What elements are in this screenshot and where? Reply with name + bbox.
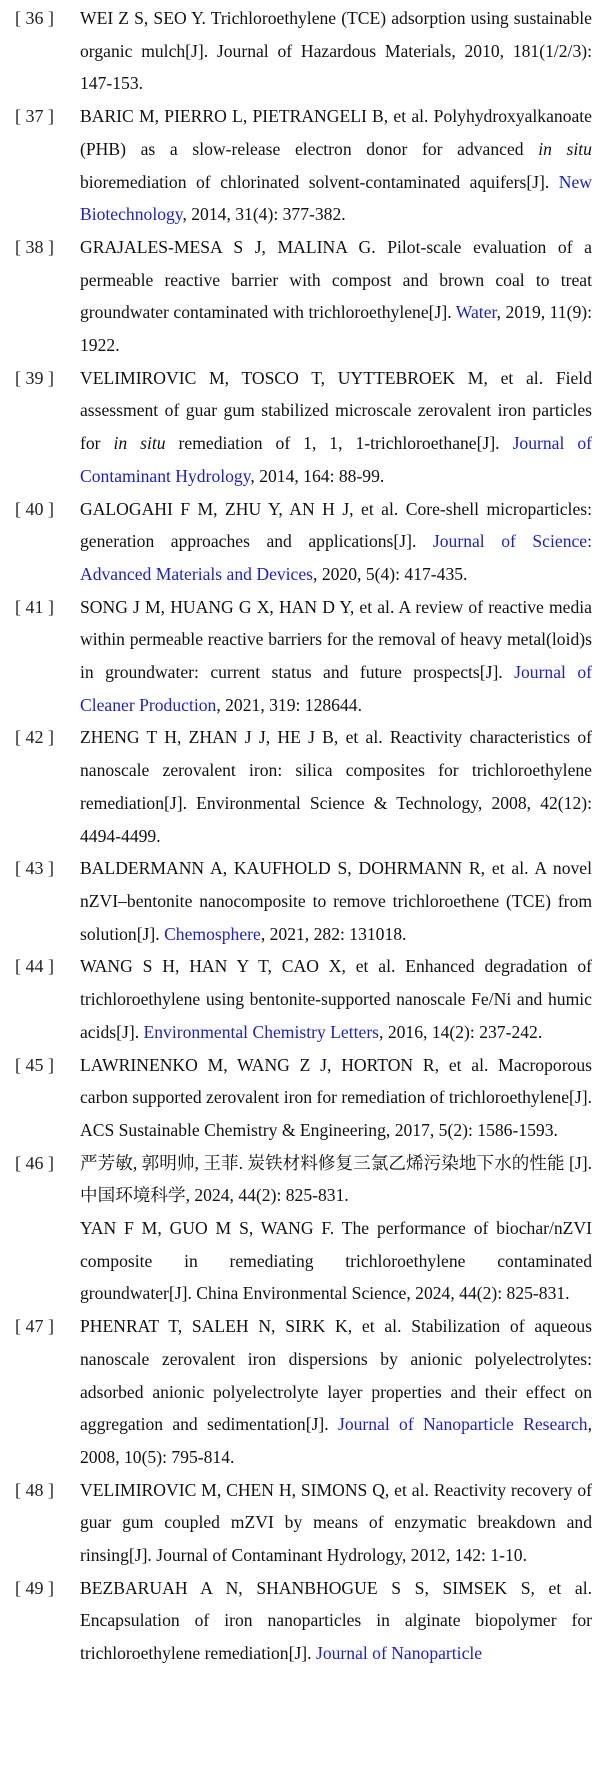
citation-text: VELIMIROVIC M, CHEN H, SIMONS Q, et al. Reactivity recovery of guar gum coupled mZVI by means of enzymatic breakdown and rinsing[J]. Journal of Contaminant Hydrology, 2012, 142: 1-10. <box>80 1479 592 1566</box>
italic-term: in situ <box>113 433 166 454</box>
reference-paragraph <box>80 1474 592 1572</box>
reference-item <box>0 591 606 722</box>
citation-text: remediation of 1, 1, 1-trichloroethane[J]. <box>165 433 513 454</box>
journal-link[interactable]: Journal of Nanoparticle Research <box>337 1414 588 1435</box>
citation-text: SONG J M, HUANG G X, HAN D Y, et al. A review of reactive media within permeable reactive barriers for the removal of heavy metal(loid)s in groundwater: current status and future prospects[J]. <box>80 596 592 683</box>
citation-text: , 2014, 31(4): 377-382. <box>182 204 346 225</box>
reference-list <box>0 2 606 1670</box>
citation-text: 严芳敏, 郭明帅, 王菲. 炭铁材料修复三氯乙烯污染地下水的性能 [J]. 中国环境科学, 2024, 44(2): 825-831. <box>80 1152 592 1206</box>
citation-text: , 2021, 319: 128644. <box>216 694 362 715</box>
reference-text <box>80 2 592 100</box>
citation-text: VELIMIROVIC M, TOSCO T, UYTTEBROEK M, et al. Field assessment of guar gum stabilized microscale zerovalent iron particles for <box>80 367 592 454</box>
citation-text: , 2020, 5(4): 417-435. <box>313 563 468 584</box>
reference-item <box>0 1572 606 1670</box>
italic-term: in situ <box>538 138 592 159</box>
reference-text <box>80 1310 592 1474</box>
reference-number: [ 40 ] <box>15 498 54 519</box>
reference-item <box>0 950 606 1048</box>
reference-text <box>80 591 592 722</box>
citation-text: ZHENG T H, ZHAN J J, HE J B, et al. Reactivity characteristics of nanoscale zerovalent iron: silica composites for trichloroethylene remediation[J]. Environmental Science & Technology, 2008, 42(12): 4494-4499. <box>80 727 592 846</box>
reference-item <box>0 721 606 852</box>
reference-number: [ 45 ] <box>15 1054 54 1075</box>
reference-number: [ 48 ] <box>15 1479 54 1500</box>
citation-text: GRAJALES-MESA S J, MALINA G. Pilot-scale evaluation of a permeable reactive barrier with compost and brown coal to treat groundwater contaminated with trichloroethylene[J]. <box>80 236 592 323</box>
reference-number: [ 37 ] <box>15 106 54 127</box>
reference-paragraph <box>80 1049 592 1147</box>
journal-link[interactable]: Journal of Nanoparticle <box>315 1643 483 1664</box>
reference-item <box>0 493 606 591</box>
journal-link[interactable]: Water <box>455 302 497 323</box>
reference-number: [ 36 ] <box>15 8 54 28</box>
citation-text: , 2019, 11(9): 1922. <box>80 302 592 356</box>
reference-paragraph <box>80 591 592 722</box>
citation-text: BARIC M, PIERRO L, PIETRANGELI B, et al. Polyhydroxyalkanoate (PHB) as a slow-release electron donor for advanced <box>80 106 592 159</box>
reference-paragraph <box>80 100 592 231</box>
citation-text: , 2021, 282: 131018. <box>260 923 407 944</box>
citation-text: BALDERMANN A, KAUFHOLD S, DOHRMANN R, et al. A novel nZVI–bentonite nanocomposite to remove trichloroethene (TCE) from solution[J]. <box>80 858 592 944</box>
journal-link[interactable]: Journal of Contaminant Hydrology <box>80 433 592 486</box>
journal-link[interactable]: Chemosphere <box>164 923 261 944</box>
citation-text: GALOGAHI F M, ZHU Y, AN H J, et al. Core-shell microparticles: generation approaches and applications[J]. <box>80 498 592 552</box>
reference-paragraph <box>80 852 592 950</box>
citation-text: , 2016, 14(2): 237-242. <box>379 1021 543 1042</box>
citation-text: , 2008, 10(5): 795-814. <box>80 1414 592 1467</box>
citation-text: bioremediation of chlorinated solvent-contaminated aquifers[J]. <box>80 171 559 192</box>
reference-item <box>0 1147 606 1311</box>
journal-link[interactable]: New Biotechnology <box>80 171 592 225</box>
reference-text <box>80 231 592 362</box>
reference-text <box>80 1572 592 1670</box>
reference-item <box>0 2 606 100</box>
reference-number: [ 43 ] <box>15 858 54 879</box>
citation-text: WEI Z S, SEO Y. Trichloroethylene (TCE) adsorption using sustainable organic mulch[J]. Journal of Hazardous Materials, 2010, 181(1/2/3): 147-153. <box>80 8 592 94</box>
citation-text: LAWRINENKO M, WANG Z J, HORTON R, et al. Macroporous carbon supported zerovalent iron for remediation of trichloroethylene[J]. ACS Sustainable Chemistry & Engineering, 2017, 5(2): 1586-1593. <box>80 1054 592 1140</box>
reference-text <box>80 852 592 950</box>
journal-link[interactable]: Journal of Cleaner Production <box>80 662 592 715</box>
reference-number: [ 47 ] <box>15 1316 54 1337</box>
citation-text: WANG S H, HAN Y T, CAO X, et al. Enhanced degradation of trichloroethylene using bentonite-supported nanoscale Fe/Ni and humic acids[J]. <box>80 956 592 1042</box>
reference-paragraph <box>80 493 592 591</box>
reference-number: [ 38 ] <box>15 236 54 257</box>
reference-number: [ 42 ] <box>15 727 54 748</box>
reference-text <box>80 493 592 591</box>
citation-text: BEZBARUAH A N, SHANBHOGUE S S, SIMSEK S, et al. Encapsulation of iron nanoparticles in alginate biopolymer for trichloroethylene remediation[J]. <box>80 1577 592 1664</box>
reference-text <box>80 362 592 493</box>
reference-text <box>80 1474 592 1572</box>
reference-paragraph <box>80 1147 592 1212</box>
citation-text: YAN F M, GUO M S, WANG F. The performance of biochar/nZVI composite in remediating trichloroethylene contaminated groundwater[J]. China Environmental Science, 2024, 44(2): 825-831. <box>80 1218 592 1304</box>
reference-number: [ 41 ] <box>15 596 54 617</box>
reference-text <box>80 950 592 1048</box>
reference-number: [ 44 ] <box>15 956 54 977</box>
reference-paragraph <box>80 1572 592 1670</box>
reference-item <box>0 852 606 950</box>
reference-paragraph <box>80 721 592 852</box>
reference-text <box>80 1049 592 1147</box>
reference-text <box>80 1147 592 1311</box>
reference-item <box>0 1049 606 1147</box>
reference-paragraph <box>80 950 592 1048</box>
reference-text <box>80 100 592 231</box>
reference-item <box>0 1310 606 1474</box>
reference-item <box>0 100 606 231</box>
reference-paragraph <box>80 362 592 493</box>
reference-item <box>0 231 606 362</box>
reference-paragraph <box>80 1310 592 1474</box>
reference-paragraph <box>80 2 592 100</box>
journal-link[interactable]: Journal of Science: Advanced Materials and Devices <box>80 531 592 584</box>
reference-number: [ 49 ] <box>15 1577 54 1598</box>
reference-number: [ 46 ] <box>15 1152 54 1173</box>
reference-text <box>80 721 592 852</box>
reference-paragraph <box>80 1212 592 1310</box>
reference-paragraph <box>80 231 592 362</box>
citation-text: , 2014, 164: 88-99. <box>250 465 385 486</box>
citation-text: PHENRAT T, SALEH N, SIRK K, et al. Stabilization of aqueous nanoscale zerovalent iron dispersions by anionic polyelectrolytes: adsorbed anionic polyelectrolyte layer properties and their effect on aggregation and sedimentation[J]. <box>80 1316 592 1435</box>
journal-link[interactable]: Environmental Chemistry Letters <box>143 1021 380 1042</box>
reference-item <box>0 362 606 493</box>
reference-item <box>0 1474 606 1572</box>
reference-number: [ 39 ] <box>15 367 54 388</box>
